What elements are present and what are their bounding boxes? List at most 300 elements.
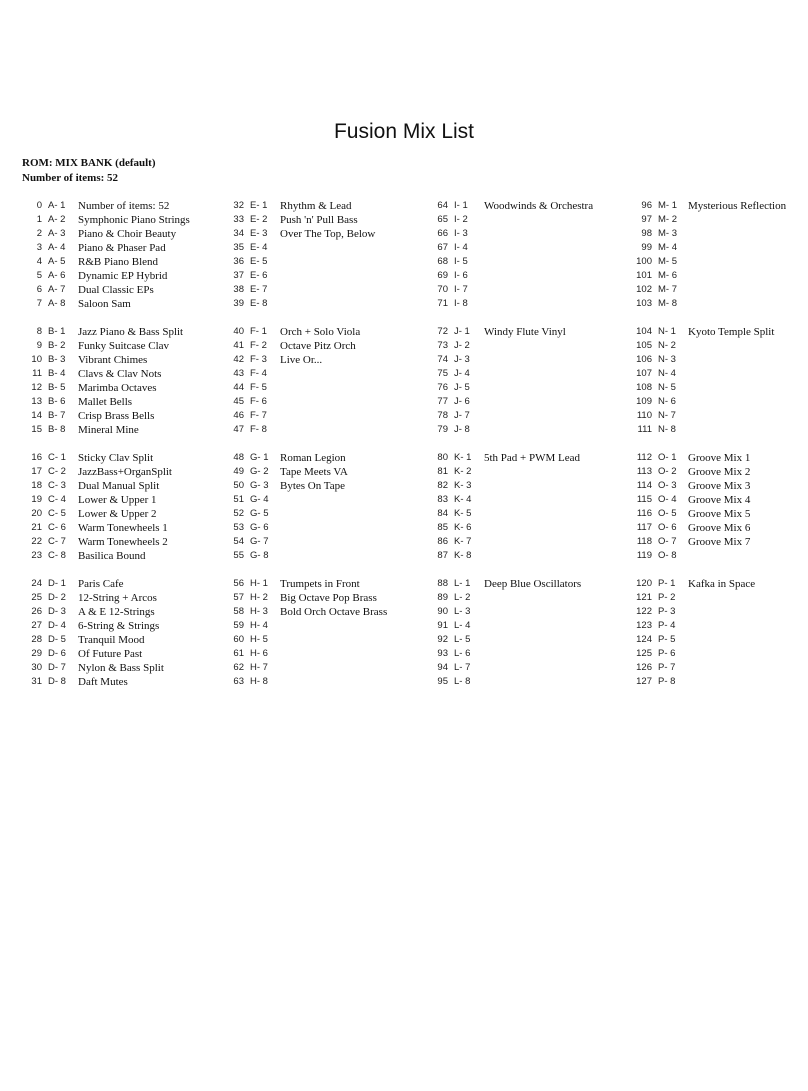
mix-number: 19 bbox=[31, 494, 42, 505]
mix-slot: M- 2 bbox=[658, 214, 677, 225]
mix-slot: F- 1 bbox=[250, 326, 267, 337]
mix-entry-row bbox=[202, 479, 402, 493]
mix-slot: O- 3 bbox=[658, 480, 677, 491]
mix-name: Crisp Brass Bells bbox=[78, 410, 155, 422]
mix-number: 23 bbox=[31, 550, 42, 561]
mix-entry-row bbox=[0, 507, 200, 521]
mix-entry-row bbox=[610, 409, 808, 423]
mix-number: 122 bbox=[636, 606, 652, 617]
mix-slot: J- 7 bbox=[454, 410, 470, 421]
mix-number: 75 bbox=[437, 368, 448, 379]
mix-name: Kafka in Space bbox=[688, 578, 756, 590]
mix-slot: N- 7 bbox=[658, 410, 676, 421]
mix-number: 118 bbox=[636, 536, 652, 547]
mix-name: Mysterious Reflection bbox=[688, 200, 787, 212]
mix-name: Groove Mix 5 bbox=[688, 508, 751, 520]
mix-entry-row bbox=[610, 339, 808, 353]
mix-slot: N- 8 bbox=[658, 424, 676, 435]
mix-number: 34 bbox=[233, 228, 244, 239]
mix-number: 127 bbox=[636, 676, 652, 687]
mix-entry-row bbox=[406, 423, 606, 437]
mix-entry-row bbox=[610, 493, 808, 507]
mix-slot: D- 1 bbox=[48, 578, 66, 589]
mix-slot: C- 7 bbox=[48, 536, 66, 547]
mix-slot: I- 5 bbox=[454, 256, 468, 267]
mix-number: 20 bbox=[31, 508, 42, 519]
mix-number: 54 bbox=[233, 536, 244, 547]
mix-number: 99 bbox=[641, 242, 652, 253]
mix-entry-row bbox=[610, 479, 808, 493]
mix-slot: C- 3 bbox=[48, 480, 66, 491]
mix-number: 64 bbox=[437, 200, 448, 211]
bank-group bbox=[202, 325, 402, 437]
mix-entry-row bbox=[406, 479, 606, 493]
mix-slot: G- 5 bbox=[250, 508, 269, 519]
mix-entry-row bbox=[406, 619, 606, 633]
mix-slot: K- 7 bbox=[454, 536, 472, 547]
mix-name: Windy Flute Vinyl bbox=[484, 326, 566, 338]
mix-entry-row bbox=[202, 451, 402, 465]
mix-name: Orch + Solo Viola bbox=[280, 326, 361, 338]
mix-name: Number of items: 52 bbox=[78, 200, 170, 212]
mix-slot: K- 1 bbox=[454, 452, 472, 463]
mix-number: 24 bbox=[31, 578, 42, 589]
mix-slot: D- 3 bbox=[48, 606, 66, 617]
mix-slot: J- 8 bbox=[454, 424, 470, 435]
mix-entry-row bbox=[610, 675, 808, 689]
mix-number: 2 bbox=[36, 228, 42, 239]
mix-name: Groove Mix 7 bbox=[688, 536, 751, 548]
mix-entry-row bbox=[406, 339, 606, 353]
mix-slot: A- 5 bbox=[48, 256, 66, 267]
mix-entry-row bbox=[202, 367, 402, 381]
mix-number: 35 bbox=[233, 242, 244, 253]
mix-entry-row bbox=[610, 535, 808, 549]
mix-entry-row bbox=[406, 521, 606, 535]
mix-slot: B- 5 bbox=[48, 382, 66, 393]
mix-name: JazzBass+OrganSplit bbox=[78, 466, 172, 478]
mix-entry-row bbox=[610, 367, 808, 381]
mix-name: Basilica Bound bbox=[78, 550, 146, 562]
mix-number: 117 bbox=[636, 522, 652, 533]
mix-slot: I- 8 bbox=[454, 298, 468, 309]
mix-number: 29 bbox=[31, 648, 42, 659]
mix-slot: C- 5 bbox=[48, 508, 66, 519]
mix-number: 79 bbox=[437, 424, 448, 435]
mix-entry-row bbox=[202, 535, 402, 549]
mix-number: 13 bbox=[31, 396, 42, 407]
mix-number: 41 bbox=[233, 340, 244, 351]
mix-number: 114 bbox=[636, 480, 652, 491]
mix-number: 51 bbox=[233, 494, 244, 505]
mix-number: 83 bbox=[437, 494, 448, 505]
mix-entry-row bbox=[202, 633, 402, 647]
mix-number: 22 bbox=[31, 536, 42, 547]
bank-group bbox=[610, 577, 808, 689]
mix-entry-row bbox=[0, 353, 200, 367]
mix-entry-row bbox=[610, 283, 808, 297]
mix-number: 98 bbox=[641, 228, 652, 239]
mix-number: 125 bbox=[636, 648, 652, 659]
mix-number: 120 bbox=[636, 578, 652, 589]
mix-entry-row bbox=[202, 227, 402, 241]
mix-number: 103 bbox=[636, 298, 652, 309]
mix-slot: G- 1 bbox=[250, 452, 269, 463]
mix-slot: A- 6 bbox=[48, 270, 66, 281]
mix-slot: I- 3 bbox=[454, 228, 468, 239]
mix-slot: C- 8 bbox=[48, 550, 66, 561]
mix-number: 45 bbox=[233, 396, 244, 407]
mix-entry-row bbox=[406, 591, 606, 605]
rom-label: ROM: MIX BANK (default) bbox=[22, 157, 156, 169]
mix-number: 68 bbox=[437, 256, 448, 267]
mix-name: Deep Blue Oscillators bbox=[484, 578, 582, 590]
mix-number: 32 bbox=[233, 200, 244, 211]
mix-entry-row bbox=[610, 227, 808, 241]
mix-number: 4 bbox=[36, 256, 42, 267]
mix-number: 71 bbox=[437, 298, 448, 309]
mix-entry-row bbox=[0, 423, 200, 437]
mix-slot: E- 5 bbox=[250, 256, 268, 267]
mix-entry-row bbox=[610, 549, 808, 563]
mix-name: R&B Piano Blend bbox=[78, 256, 159, 268]
mix-slot: E- 8 bbox=[250, 298, 268, 309]
mix-slot: F- 2 bbox=[250, 340, 267, 351]
mix-entry-row bbox=[202, 255, 402, 269]
mix-entry-row bbox=[0, 535, 200, 549]
mix-slot: B- 2 bbox=[48, 340, 66, 351]
mix-number: 37 bbox=[233, 270, 244, 281]
mix-entry-row bbox=[0, 591, 200, 605]
bank-group bbox=[0, 577, 200, 689]
mix-entry-row bbox=[202, 591, 402, 605]
mix-number: 112 bbox=[636, 452, 652, 463]
mix-slot: O- 7 bbox=[658, 536, 677, 547]
mix-number: 116 bbox=[636, 508, 652, 519]
mix-name: Dual Manual Split bbox=[78, 480, 160, 492]
mix-slot: M- 3 bbox=[658, 228, 677, 239]
mix-entry-row bbox=[0, 339, 200, 353]
mix-name: Lower & Upper 1 bbox=[78, 494, 157, 506]
bank-column-e-h bbox=[202, 199, 402, 703]
mix-number: 16 bbox=[31, 452, 42, 463]
mix-number: 124 bbox=[636, 634, 652, 645]
mix-entry-row bbox=[406, 647, 606, 661]
mix-slot: J- 4 bbox=[454, 368, 470, 379]
mix-entry-row bbox=[610, 325, 808, 339]
mix-entry-row bbox=[610, 507, 808, 521]
mix-entry-row bbox=[0, 381, 200, 395]
bank-group bbox=[610, 451, 808, 563]
mix-name: Push 'n' Pull Bass bbox=[280, 214, 358, 226]
mix-slot: E- 1 bbox=[250, 200, 268, 211]
mix-entry-row bbox=[610, 199, 808, 213]
mix-name: Tranquil Mood bbox=[78, 634, 145, 646]
mix-slot: H- 2 bbox=[250, 592, 268, 603]
mix-slot: M- 8 bbox=[658, 298, 677, 309]
mix-number: 111 bbox=[637, 424, 652, 435]
mix-slot: A- 8 bbox=[48, 298, 66, 309]
mix-number: 65 bbox=[437, 214, 448, 225]
mix-number: 126 bbox=[636, 662, 652, 673]
mix-name: Vibrant Chimes bbox=[78, 354, 148, 366]
mix-number: 89 bbox=[437, 592, 448, 603]
mix-name: Bold Orch Octave Brass bbox=[280, 606, 388, 618]
mix-number: 18 bbox=[31, 480, 42, 491]
mix-entry-row bbox=[0, 227, 200, 241]
mix-slot: E- 3 bbox=[250, 228, 268, 239]
mix-number: 69 bbox=[437, 270, 448, 281]
mix-number: 102 bbox=[636, 284, 652, 295]
mix-slot: P- 7 bbox=[658, 662, 676, 673]
mix-number: 81 bbox=[437, 466, 448, 477]
mix-name: Dual Classic EPs bbox=[78, 284, 154, 296]
mix-number: 46 bbox=[233, 410, 244, 421]
mix-entry-row bbox=[202, 647, 402, 661]
mix-number: 49 bbox=[233, 466, 244, 477]
mix-number: 77 bbox=[437, 396, 448, 407]
mix-name: Symphonic Piano Strings bbox=[78, 214, 190, 226]
mix-entry-row bbox=[202, 675, 402, 689]
mix-number: 106 bbox=[636, 354, 652, 365]
mix-name: Kyoto Temple Split bbox=[688, 326, 775, 338]
mix-number: 26 bbox=[31, 606, 42, 617]
mix-slot: I- 1 bbox=[454, 200, 468, 211]
mix-name: Big Octave Pop Brass bbox=[280, 592, 377, 604]
mix-entry-row bbox=[0, 451, 200, 465]
mix-name: Piano & Phaser Pad bbox=[78, 242, 166, 254]
mix-number: 100 bbox=[636, 256, 652, 267]
mix-entry-row bbox=[406, 353, 606, 367]
mix-name: 12-String + Arcos bbox=[78, 592, 157, 604]
mix-entry-row bbox=[0, 479, 200, 493]
mix-number: 38 bbox=[233, 284, 244, 295]
mix-number: 119 bbox=[636, 550, 652, 561]
mix-name: Mineral Mine bbox=[78, 424, 139, 436]
mix-number: 5 bbox=[36, 270, 42, 281]
mix-entry-row bbox=[202, 619, 402, 633]
mix-entry-row bbox=[202, 199, 402, 213]
mix-entry-row bbox=[0, 255, 200, 269]
mix-entry-row bbox=[0, 633, 200, 647]
mix-slot: P- 1 bbox=[658, 578, 676, 589]
mix-name: Paris Cafe bbox=[78, 578, 124, 590]
mix-slot: A- 3 bbox=[48, 228, 66, 239]
mix-slot: D- 8 bbox=[48, 676, 66, 687]
mix-number: 109 bbox=[636, 396, 652, 407]
mix-slot: G- 4 bbox=[250, 494, 269, 505]
mix-entry-row bbox=[0, 297, 200, 311]
mix-name: 6-String & Strings bbox=[78, 620, 160, 632]
mix-slot: F- 8 bbox=[250, 424, 267, 435]
page-title: Fusion Mix List bbox=[333, 120, 475, 143]
mix-slot: E- 7 bbox=[250, 284, 268, 295]
mix-slot: J- 2 bbox=[454, 340, 470, 351]
mix-entry-row bbox=[406, 199, 606, 213]
mix-number: 85 bbox=[437, 522, 448, 533]
mix-name: Tape Meets VA bbox=[280, 466, 348, 478]
mix-slot: M- 1 bbox=[658, 200, 677, 211]
mix-entry-row bbox=[0, 661, 200, 675]
mix-entry-row bbox=[406, 493, 606, 507]
mix-number: 44 bbox=[233, 382, 244, 393]
mix-number: 113 bbox=[636, 466, 652, 477]
mix-number: 74 bbox=[437, 354, 448, 365]
bank-group bbox=[406, 325, 606, 437]
mix-number: 59 bbox=[233, 620, 244, 631]
mix-entry-row bbox=[610, 297, 808, 311]
mix-slot: G- 3 bbox=[250, 480, 269, 491]
mix-entry-row bbox=[406, 227, 606, 241]
mix-number: 57 bbox=[233, 592, 244, 603]
mix-entry-row bbox=[406, 395, 606, 409]
mix-number: 60 bbox=[233, 634, 244, 645]
mix-entry-row bbox=[610, 353, 808, 367]
mix-entry-row bbox=[406, 255, 606, 269]
mix-slot: F- 3 bbox=[250, 354, 267, 365]
bank-column-a-d bbox=[0, 199, 200, 703]
mix-entry-row bbox=[0, 241, 200, 255]
mix-number: 70 bbox=[437, 284, 448, 295]
mix-slot: F- 7 bbox=[250, 410, 267, 421]
mix-slot: P- 4 bbox=[658, 620, 676, 631]
mix-number: 67 bbox=[437, 242, 448, 253]
mix-slot: H- 8 bbox=[250, 676, 268, 687]
mix-slot: A- 4 bbox=[48, 242, 66, 253]
mix-slot: N- 1 bbox=[658, 326, 676, 337]
mix-entry-row bbox=[406, 451, 606, 465]
mix-slot: K- 4 bbox=[454, 494, 472, 505]
mix-entry-row bbox=[202, 605, 402, 619]
mix-slot: B- 6 bbox=[48, 396, 66, 407]
mix-number: 92 bbox=[437, 634, 448, 645]
mix-entry-row bbox=[0, 199, 200, 213]
mix-entry-row bbox=[406, 675, 606, 689]
mix-name: Live Or... bbox=[280, 354, 323, 366]
mix-name: Roman Legion bbox=[280, 452, 346, 464]
mix-number: 31 bbox=[31, 676, 42, 687]
mix-slot: P- 8 bbox=[658, 676, 676, 687]
mix-slot: F- 4 bbox=[250, 368, 267, 379]
bank-group bbox=[0, 199, 200, 311]
mix-number: 6 bbox=[36, 284, 42, 295]
mix-number: 62 bbox=[233, 662, 244, 673]
mix-entry-row bbox=[406, 297, 606, 311]
bank-column-m-p bbox=[610, 199, 808, 703]
mix-number: 72 bbox=[437, 326, 448, 337]
mix-slot: D- 7 bbox=[48, 662, 66, 673]
bank-group bbox=[202, 199, 402, 311]
mix-number: 82 bbox=[437, 480, 448, 491]
mix-number: 105 bbox=[636, 340, 652, 351]
mix-slot: I- 7 bbox=[454, 284, 468, 295]
mix-number: 17 bbox=[31, 466, 42, 477]
mix-number: 56 bbox=[233, 578, 244, 589]
mix-slot: F- 6 bbox=[250, 396, 267, 407]
mix-number: 40 bbox=[233, 326, 244, 337]
mix-name: Groove Mix 3 bbox=[688, 480, 751, 492]
mix-number: 76 bbox=[437, 382, 448, 393]
mix-name: A & E 12-Strings bbox=[78, 606, 155, 618]
mix-entry-row bbox=[610, 521, 808, 535]
mix-name: Groove Mix 1 bbox=[688, 452, 751, 464]
mix-entry-row bbox=[610, 255, 808, 269]
mix-entry-row bbox=[406, 661, 606, 675]
mix-slot: N- 4 bbox=[658, 368, 676, 379]
mix-slot: O- 4 bbox=[658, 494, 677, 505]
mix-name: Nylon & Bass Split bbox=[78, 662, 164, 674]
mix-name: Warm Tonewheels 2 bbox=[78, 536, 168, 548]
mix-number: 107 bbox=[636, 368, 652, 379]
mix-entry-row bbox=[610, 605, 808, 619]
mix-slot: H- 6 bbox=[250, 648, 268, 659]
mix-name: Clavs & Clav Nots bbox=[78, 368, 162, 380]
mix-name: Octave Pitz Orch bbox=[280, 340, 356, 352]
mix-number: 78 bbox=[437, 410, 448, 421]
mix-number: 25 bbox=[31, 592, 42, 603]
mix-slot: H- 3 bbox=[250, 606, 268, 617]
mix-slot: K- 2 bbox=[454, 466, 472, 477]
mix-slot: B- 3 bbox=[48, 354, 66, 365]
mix-entry-row bbox=[0, 465, 200, 479]
mix-slot: M- 7 bbox=[658, 284, 677, 295]
mix-number: 30 bbox=[31, 662, 42, 673]
mix-slot: D- 6 bbox=[48, 648, 66, 659]
mix-entry-row bbox=[0, 493, 200, 507]
mix-number: 43 bbox=[233, 368, 244, 379]
mix-entry-row bbox=[202, 339, 402, 353]
mix-number: 10 bbox=[31, 354, 42, 365]
mix-entry-row bbox=[406, 465, 606, 479]
mix-name: Jazz Piano & Bass Split bbox=[78, 326, 184, 338]
mix-entry-row bbox=[202, 423, 402, 437]
mix-slot: C- 2 bbox=[48, 466, 66, 477]
mix-slot: P- 2 bbox=[658, 592, 676, 603]
mix-entry-row bbox=[610, 591, 808, 605]
bank-group bbox=[0, 451, 200, 563]
mix-entry-row bbox=[0, 647, 200, 661]
mix-number: 3 bbox=[36, 242, 42, 253]
mix-number: 0 bbox=[36, 200, 42, 211]
mix-entry-row bbox=[610, 423, 808, 437]
mix-number: 80 bbox=[437, 452, 448, 463]
mix-slot: L- 5 bbox=[454, 634, 471, 645]
mix-entry-row bbox=[202, 283, 402, 297]
mix-name: Funky Suitcase Clav bbox=[78, 340, 170, 352]
mix-slot: K- 6 bbox=[454, 522, 472, 533]
mix-number: 87 bbox=[437, 550, 448, 561]
mix-name: Lower & Upper 2 bbox=[78, 508, 157, 520]
mix-number: 1 bbox=[36, 214, 42, 225]
mix-entry-row bbox=[0, 283, 200, 297]
mix-slot: L- 8 bbox=[454, 676, 471, 687]
mix-name: Groove Mix 4 bbox=[688, 494, 751, 506]
mix-number: 108 bbox=[636, 382, 652, 393]
mix-number: 91 bbox=[437, 620, 448, 631]
mix-number: 53 bbox=[233, 522, 244, 533]
mix-name: Of Future Past bbox=[78, 648, 143, 660]
mix-entry-row bbox=[406, 507, 606, 521]
bank-group bbox=[610, 199, 808, 311]
mix-entry-row bbox=[610, 213, 808, 227]
mix-entry-row bbox=[610, 269, 808, 283]
mix-entry-row bbox=[202, 269, 402, 283]
mix-slot: M- 4 bbox=[658, 242, 677, 253]
mix-slot: B- 1 bbox=[48, 326, 66, 337]
mix-slot: G- 7 bbox=[250, 536, 269, 547]
mix-entry-row bbox=[0, 605, 200, 619]
mix-number: 21 bbox=[31, 522, 42, 533]
